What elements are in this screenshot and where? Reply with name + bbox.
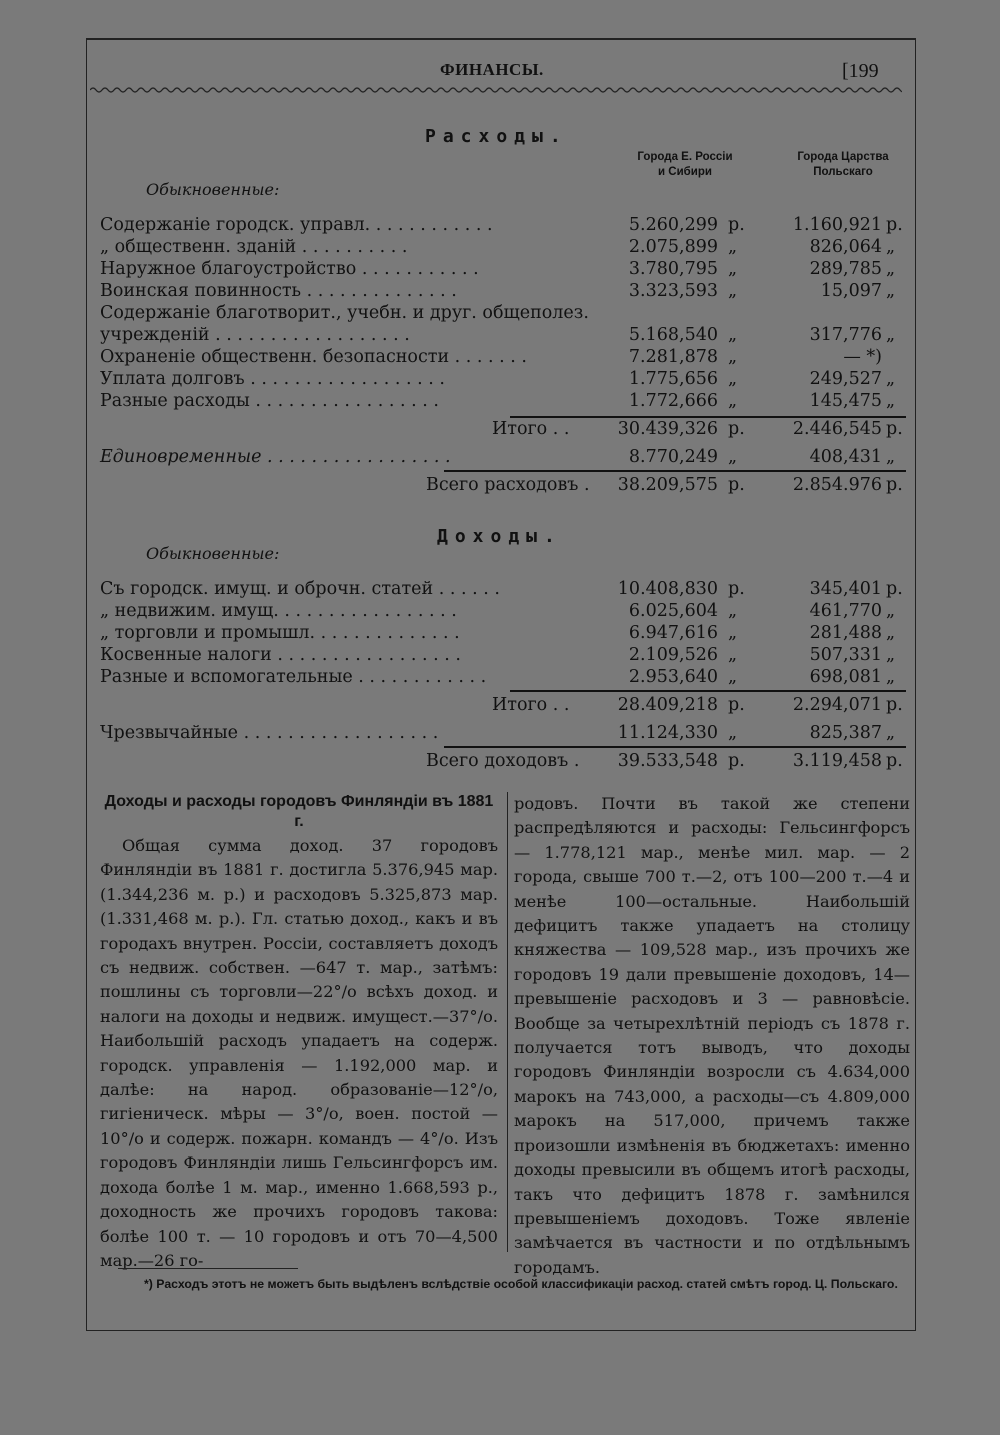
income-total-rule [510, 690, 906, 692]
col2-heading: Города Царства Польскаго [797, 151, 889, 178]
expense-row [100, 214, 912, 236]
expense-total-row-v2: 2.446,545 [792, 419, 882, 439]
income-row-label: „ торговли и промышл. . . . . . . . . . . . . . [100, 623, 460, 643]
expense-row-u2: „ [886, 391, 896, 411]
article-right-column [514, 792, 910, 1280]
expense-row-u2: „ [886, 237, 896, 257]
expense-grand-total-row-u1: р. [728, 475, 745, 495]
income-row-label: „ недвижим. имущ. . . . . . . . . . . . . . . . . [100, 601, 457, 621]
income-row-label: Съ городск. имущ. и оброчн. статей . . . . . . [100, 579, 500, 599]
income-row-u1: „ [728, 623, 738, 643]
income-row-u1: „ [728, 667, 738, 687]
expense-row-v2: 15,097 [820, 281, 882, 301]
expense-row-v2: 826,064 [809, 237, 882, 257]
expense-row-u1: „ [728, 237, 738, 257]
expense-oneoff-row-u2: „ [886, 447, 896, 467]
article-left-text: Общая сумма доход. 37 городовъ Финляндіи въ 1881 г. достигла 5.376,945 мар. (1.344,236 м. р.) и расходовъ 5.325,873 мар. (1.331,468 м. р.). Гл. статью доход., какъ и въ городахъ внутрен. Россіи, составляетъ доходъ съ недвиж. собствен. —647 т. мар., затѣмъ: пошлины съ торговли—22°/о всѣхъ доход. и налоги на доходы и недвиж. имущест.—37°/о. Наибольшій расходъ упадаетъ на содерж. городск. управленія — 1.192,000 мар. и далѣе: на народ. образованіе—12°/о, гигіеническ. мѣры — 3°/о, воен. постой — 10°/о и содерж. пожарн. командъ — 4°/о. Изъ городовъ Финляндіи лишь Гельсингфорсъ им. дохода болѣе 1 м. мар., именно 1.668,593 р., доходность же прочихъ городовъ такова: болѣе 100 т. — 10 городовъ и отъ 70—4,500 мар.—26 го- [100, 836, 498, 1270]
income-row-u1: „ [728, 645, 738, 665]
income-extra-row-v1: 11.124,330 [617, 723, 718, 743]
expense-grand-total-row-u2: р. [886, 475, 903, 495]
income-grand-total-row-u1: р. [728, 751, 745, 771]
income-total-row-u1: р. [728, 695, 745, 715]
expense-grand-total-row-v1: 38.209,575 [617, 475, 718, 495]
expense-row-v1: 5.260,299 [628, 215, 718, 235]
income-total-row-v2: 2.294,071 [792, 695, 882, 715]
expense-grand-total-row [100, 474, 912, 496]
expense-row-v2: 1.160,921 [792, 215, 882, 235]
expense-row-u2: „ [886, 369, 896, 389]
income-row-v2: 507,331 [809, 645, 882, 665]
income-extra-row-label: Чрезвычайные . . . . . . . . . . . . . . . . . . [100, 723, 439, 743]
expense-row-u2: „ [886, 259, 896, 279]
income-row-label: Разные и вспомогательные . . . . . . . . . . . . [100, 667, 487, 687]
income-row-label: Косвенные налоги . . . . . . . . . . . . . . . . . [100, 645, 461, 665]
income-extra-row-u1: „ [728, 723, 738, 743]
expense-row-u1: р. [728, 215, 745, 235]
grand-rule [444, 470, 906, 472]
expense-row-v1: 5.168,540 [628, 325, 718, 345]
income-row-u2: „ [886, 601, 896, 621]
expense-total-row-u1: р. [728, 419, 745, 439]
income-row-v2: 461,770 [809, 601, 882, 621]
income-row [100, 666, 912, 688]
expenses-title: Расходы. [425, 126, 568, 147]
expense-row-v2: 289,785 [809, 259, 882, 279]
ordinary-expenses-label: Обыкновенные: [146, 180, 280, 199]
expense-oneoff-row [100, 446, 912, 468]
article-right-text: родовъ. Почти въ такой же степени распредѣляются и расходы: Гельсингфорсъ — 1.778,121 мар., менѣе мил. мар. — 2 города, свыше 700 т.—2, отъ 100—200 т.—4 и менѣе 100—остальные. Наибольшій дефицитъ также упадаетъ на столицу княжества — 109,528 мар., изъ прочихъ же городовъ 19 дали превышеніе доходовъ, 14— превышеніе расходовъ и 3 — равновѣсіе. Вообще за четырехлѣтній періодъ съ 1878 г. получается тотъ выводъ, что доходы городовъ Финляндіи возросли съ 4.634,000 марокъ на 743,000, а расходы—съ 4.809,000 марокъ на 517,000, причемъ также произошли измѣненія въ бюджетахъ: именно доходы превысили въ общемъ итогѣ расходы, такъ что дефицитъ 1878 г. замѣнился превышеніемъ доходовъ. Тоже явленіе замѣчается въ частности и по отдѣльнымъ городамъ. [514, 794, 910, 1277]
expense-row-v2: 249,527 [809, 369, 882, 389]
expense-row-v1: 7.281,878 [628, 347, 718, 367]
expense-row-label: Охраненіе общественн. безопасности . . . . . . . [100, 347, 527, 367]
expense-row-u2: р. [886, 215, 903, 235]
expense-row-u1: „ [728, 259, 738, 279]
expense-row-label: Содержаніе благотворит., учебн. и друг. общеполез. [100, 303, 589, 323]
income-total-row [100, 694, 912, 716]
expense-row-u1: „ [728, 391, 738, 411]
article-left-column [100, 792, 498, 1273]
expense-oneoff-row-u1: „ [728, 447, 738, 467]
income-row-v2: 698,081 [809, 667, 882, 687]
expense-grand-total-row-v2: 2.854.976 [792, 475, 882, 495]
expense-row-u1: „ [728, 369, 738, 389]
income-total-row-u2: р. [886, 695, 903, 715]
expense-row [100, 302, 912, 324]
income-row-v1: 2.109,526 [628, 645, 718, 665]
income-row-v1: 6.947,616 [628, 623, 718, 643]
income-row-u2: р. [886, 579, 903, 599]
expense-total-row-label: Итого . . [492, 419, 570, 439]
expense-row-v1: 3.780,795 [628, 259, 718, 279]
expense-total-row-u2: р. [886, 419, 903, 439]
income-row-v2: 281,488 [809, 623, 882, 643]
income-row-v1: 6.025,604 [628, 601, 718, 621]
income-row-u2: „ [886, 667, 896, 687]
income-row-v2: 345,401 [809, 579, 882, 599]
expense-row [100, 280, 912, 302]
expense-row [100, 258, 912, 280]
income-row-u2: „ [886, 645, 896, 665]
income-row-u1: р. [728, 579, 745, 599]
expense-row-v2: 145,475 [809, 391, 882, 411]
expense-row-v1: 1.775,656 [628, 369, 718, 389]
income-grand-total-row-v1: 39.533,548 [617, 751, 718, 771]
income-row-u1: „ [728, 601, 738, 621]
col1-heading: Города Е. Россіи и Сибири [637, 151, 733, 178]
expense-row-label: Воинская повинность . . . . . . . . . . . . . . [100, 281, 457, 301]
column-separator [507, 792, 508, 1252]
expense-row-u1: „ [728, 325, 738, 345]
income-grand-total-row-v2: 3.119,458 [792, 751, 882, 771]
expense-row [100, 346, 912, 368]
article-heading: Доходы и расходы городовъ Финляндіи въ 1881 г. [104, 793, 494, 830]
expense-row [100, 236, 912, 258]
page-number: [199 [842, 60, 879, 82]
expense-oneoff-row-v1: 8.770,249 [628, 447, 718, 467]
income-grand-total-row [100, 750, 912, 772]
income-row-v1: 10.408,830 [617, 579, 718, 599]
expense-row-label: Уплата долговъ . . . . . . . . . . . . . . . . . . [100, 369, 445, 389]
expense-row-label: учрежденій . . . . . . . . . . . . . . . . . . [100, 325, 410, 345]
ordinary-income-label: Обыкновенные: [146, 544, 280, 563]
running-header-title: ФИНАНСЫ. [440, 60, 544, 79]
expense-total-row [100, 418, 912, 440]
income-extra-row [100, 722, 912, 744]
income-row-u2: „ [886, 623, 896, 643]
income-title: Доходы. [437, 526, 562, 547]
expense-row-label: Наружное благоустройство . . . . . . . . . . . [100, 259, 479, 279]
expense-row-v2: — *) [843, 347, 882, 367]
income-total-row-v1: 28.409,218 [617, 695, 718, 715]
expense-row-label: „ общественн. зданій . . . . . . . . . . [100, 237, 408, 257]
income-extra-row-u2: „ [886, 723, 896, 743]
income-total-row-label: Итого . . [492, 695, 570, 715]
expense-oneoff-row-label: Единовременные . . . . . . . . . . . . . . . . . [100, 447, 451, 467]
income-extra-row-v2: 825,387 [809, 723, 882, 743]
income-grand-total-row-label: Всего доходовъ . [426, 751, 580, 771]
expense-grand-total-row-label: Всего расходовъ . [426, 475, 590, 495]
expense-row-v1: 1.772,666 [628, 391, 718, 411]
expense-row-u2: „ [886, 325, 896, 345]
expense-row-label: Разные расходы . . . . . . . . . . . . . . . . . [100, 391, 439, 411]
footnote-rule [118, 1268, 298, 1269]
expense-row-v2: 317,776 [809, 325, 882, 345]
expense-total-row-v1: 30.439,326 [617, 419, 718, 439]
expense-row [100, 390, 912, 412]
expense-row-label: Содержаніе городск. управл. . . . . . . . . . . . [100, 215, 493, 235]
income-grand-rule [444, 746, 906, 748]
expense-row-u2: „ [886, 281, 896, 301]
expense-oneoff-row-v2: 408,431 [809, 447, 882, 467]
expense-row-u1: „ [728, 347, 738, 367]
income-row-v1: 2.953,640 [628, 667, 718, 687]
expense-row-u1: „ [728, 281, 738, 301]
footnote: *) Расходъ этотъ не можетъ быть выдѣленъ вслѣдствіе особой классификаціи расход. статей смѣтъ город. Ц. Польскаго. [144, 1277, 898, 1291]
income-grand-total-row-u2: р. [886, 751, 903, 771]
wavy-rule [90, 86, 902, 94]
income-row [100, 578, 912, 600]
income-row [100, 600, 912, 622]
expense-row [100, 324, 912, 346]
expense-row-v1: 2.075,899 [628, 237, 718, 257]
expense-row-v1: 3.323,593 [628, 281, 718, 301]
expense-row [100, 368, 912, 390]
total-rule [510, 416, 906, 418]
income-row [100, 622, 912, 644]
income-row [100, 644, 912, 666]
